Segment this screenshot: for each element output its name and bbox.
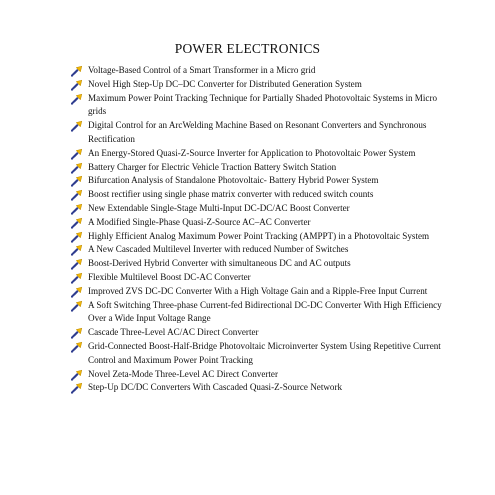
arrow-bullet-icon	[71, 231, 83, 243]
list-item	[70, 340, 450, 368]
list-item	[70, 147, 450, 161]
arrow-bullet-icon	[71, 203, 83, 215]
topic-text: Novel High Step-Up DC–DC Converter for Distributed Generation System	[88, 78, 362, 89]
arrow-bullet-icon	[71, 286, 83, 298]
topic-text: A Modified Single-Phase Quasi-Z-Source AC–AC Converter	[88, 216, 311, 227]
arrow-bullet-icon	[71, 258, 83, 270]
topic-text: New Extendable Single-Stage Multi-Input DC-DC/AC Boost Converter	[88, 202, 350, 213]
list-item	[70, 161, 450, 175]
topic-text: Digital Control for an ArcWelding Machine Based on Resonant Converters and Synchronous Rectification	[88, 120, 427, 144]
topic-text: Flexible Multilevel Boost DC-AC Converter	[88, 271, 251, 282]
list-item	[70, 299, 450, 327]
list-item	[70, 257, 450, 271]
list-item	[70, 202, 450, 216]
topic-text: Battery Charger for Electric Vehicle Traction Battery Switch Station	[88, 161, 337, 172]
list-item	[70, 119, 450, 147]
arrow-bullet-icon	[71, 327, 83, 339]
topic-text: Step-Up DC/DC Converters With Cascaded Quasi-Z-Source Network	[88, 382, 343, 393]
list-item	[70, 326, 450, 340]
topic-text: Novel Zeta-Mode Three-Level AC Direct Converter	[88, 368, 278, 379]
list-item	[70, 285, 450, 299]
arrow-bullet-icon	[71, 341, 83, 353]
arrow-bullet-icon	[71, 189, 83, 201]
topic-text: Bifurcation Analysis of Standalone Photovoltaic- Battery Hybrid Power System	[88, 175, 379, 186]
list-item	[70, 78, 450, 92]
topic-text: Improved ZVS DC-DC Converter With a High Voltage Gain and a Ripple-Free Input Current	[88, 285, 428, 296]
arrow-bullet-icon	[71, 148, 83, 160]
arrow-bullet-icon	[71, 244, 83, 256]
topic-text: Maximum Power Point Tracking Technique for Partially Shaded Photovoltaic Systems in Micro grids	[88, 92, 438, 117]
topic-text: Cascade Three-Level AC/AC Direct Converter	[88, 327, 259, 338]
topic-text: A New Cascaded Multilevel Inverter with reduced Number of Switches	[88, 244, 349, 255]
topic-text: Boost-Derived Hybrid Converter with simultaneous DC and AC outputs	[88, 258, 351, 269]
arrow-bullet-icon	[71, 175, 83, 187]
list-item	[70, 271, 450, 285]
list-item	[70, 174, 450, 188]
list-item	[70, 230, 450, 244]
list-item	[70, 216, 450, 230]
arrow-bullet-icon	[71, 162, 83, 174]
list-item	[70, 64, 450, 78]
list-item	[70, 368, 450, 382]
topic-text: Boost rectifier using single phase matrix converter with reduced switch counts	[88, 189, 374, 200]
topic-text: Grid-Connected Boost-Half-Bridge Photovoltaic Microinverter System Using Repetitive Current Control and Maximum Power Point Tracking	[88, 340, 441, 365]
arrow-bullet-icon	[71, 120, 83, 132]
arrow-bullet-icon	[71, 300, 83, 312]
list-item	[70, 188, 450, 202]
arrow-bullet-icon	[71, 93, 83, 105]
topic-text: Voltage-Based Control of a Smart Transformer in a Micro grid	[88, 65, 316, 75]
arrow-bullet-icon	[71, 382, 83, 394]
arrow-bullet-icon	[71, 217, 83, 229]
arrow-bullet-icon	[71, 79, 83, 91]
arrow-bullet-icon	[71, 272, 83, 284]
arrow-bullet-icon	[71, 65, 83, 77]
topic-list	[70, 64, 450, 395]
topic-text: Highly Efficient Analog Maximum Power Point Tracking (AMPPT) in a Photovoltaic System	[88, 230, 430, 241]
list-item	[70, 243, 450, 257]
topic-text: An Energy-Stored Quasi-Z-Source Inverter for Application to Photovoltaic Power System	[88, 147, 416, 158]
topic-text: A Soft Switching Three-phase Current-fed Bidirectional DC-DC Converter With High Efficiency Over a Wide Input Voltage Range	[88, 299, 442, 324]
page-title: POWER ELECTRONICS	[174, 41, 321, 56]
list-item	[70, 381, 450, 395]
list-item	[70, 92, 450, 120]
arrow-bullet-icon	[71, 369, 83, 381]
